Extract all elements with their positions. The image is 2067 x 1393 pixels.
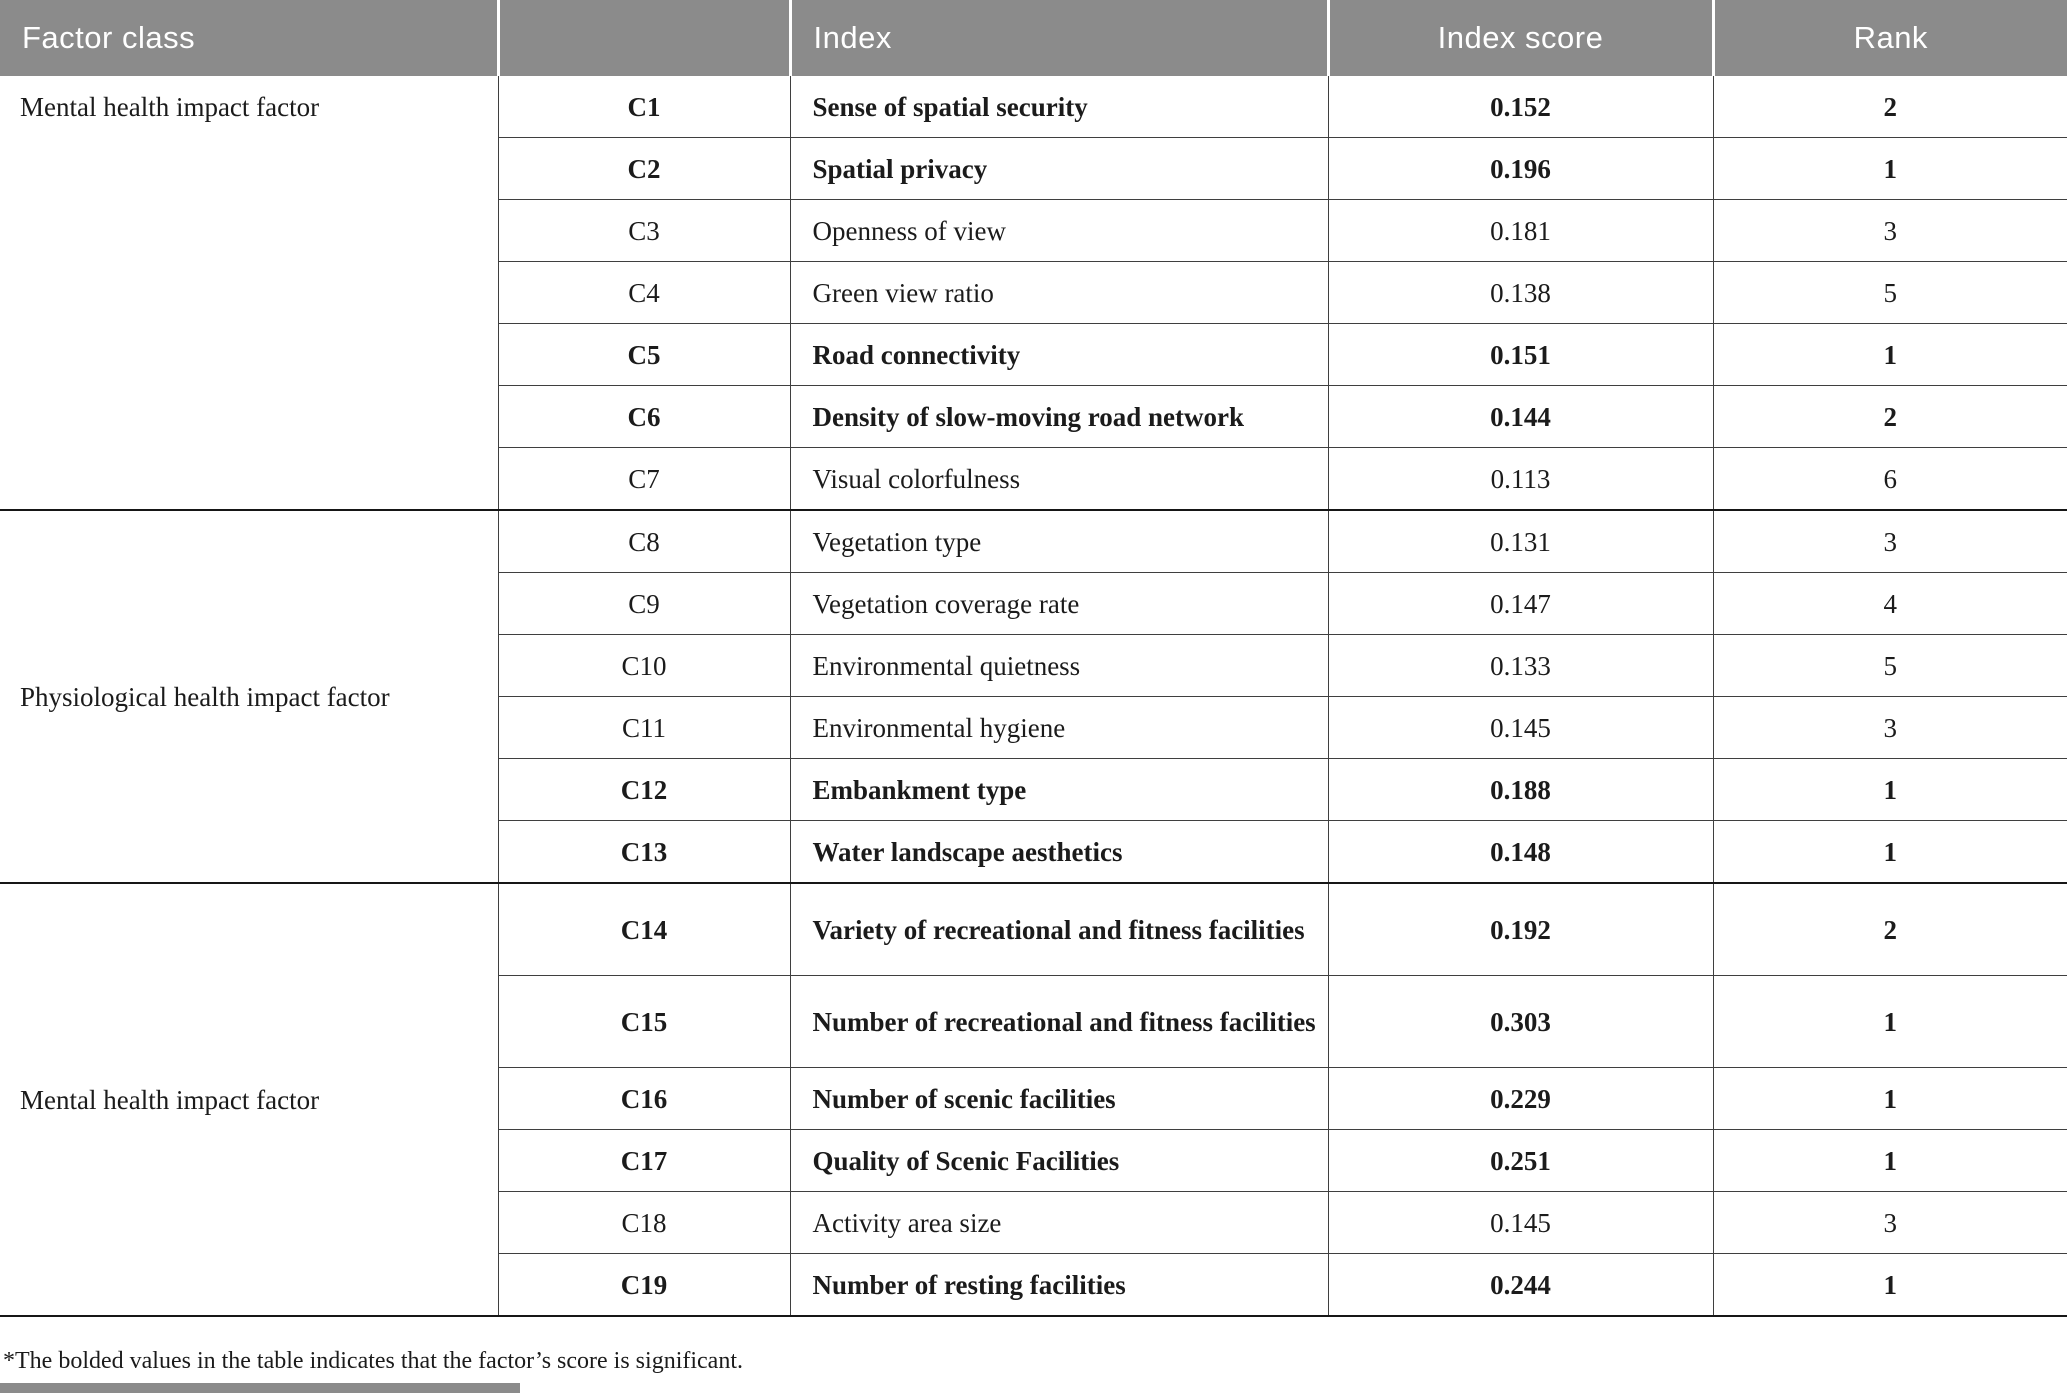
cell-index-score: 0.251 <box>1328 1130 1713 1192</box>
cell-index-score: 0.192 <box>1328 883 1713 976</box>
cell-index-score: 0.244 <box>1328 1254 1713 1317</box>
cell-index-code: C1 <box>498 76 790 138</box>
cell-factor-class: Mental health impact factor <box>0 76 498 510</box>
cell-index-score: 0.303 <box>1328 976 1713 1068</box>
cell-index-name: Variety of recreational and fitness facilities <box>790 883 1328 976</box>
cell-index-name: Green view ratio <box>790 262 1328 324</box>
cell-index-score: 0.196 <box>1328 138 1713 200</box>
cell-index-score: 0.145 <box>1328 697 1713 759</box>
cell-index-score: 0.188 <box>1328 759 1713 821</box>
cell-rank: 3 <box>1713 510 2067 573</box>
cell-index-score: 0.113 <box>1328 448 1713 511</box>
cell-index-name: Embankment type <box>790 759 1328 821</box>
cell-index-score: 0.144 <box>1328 386 1713 448</box>
cell-index-score: 0.147 <box>1328 573 1713 635</box>
cell-index-name: Vegetation coverage rate <box>790 573 1328 635</box>
cell-rank: 3 <box>1713 697 2067 759</box>
cell-index-code: C16 <box>498 1068 790 1130</box>
cell-rank: 1 <box>1713 138 2067 200</box>
cell-factor-class: Mental health impact factor <box>0 883 498 1316</box>
cell-index-score: 0.133 <box>1328 635 1713 697</box>
table-header <box>0 0 2067 76</box>
cell-index-name: Spatial privacy <box>790 138 1328 200</box>
cell-index-code: C4 <box>498 262 790 324</box>
cell-index-code: C10 <box>498 635 790 697</box>
cell-rank: 2 <box>1713 883 2067 976</box>
cell-index-code: C5 <box>498 324 790 386</box>
cell-index-name: Environmental quietness <box>790 635 1328 697</box>
cell-index-name: Vegetation type <box>790 510 1328 573</box>
cell-index-name: Openness of view <box>790 200 1328 262</box>
cell-index-name: Visual colorfulness <box>790 448 1328 511</box>
table-row <box>0 510 2067 573</box>
column-header-index-score: Index score <box>1328 0 1713 76</box>
next-table-header-sliver <box>0 1383 520 1393</box>
cell-index-name: Number of recreational and fitness facilities <box>790 976 1328 1068</box>
cell-index-name: Density of slow-moving road network <box>790 386 1328 448</box>
cell-index-name: Environmental hygiene <box>790 697 1328 759</box>
table-row <box>0 883 2067 976</box>
cell-rank: 1 <box>1713 759 2067 821</box>
cell-index-score: 0.229 <box>1328 1068 1713 1130</box>
column-header-rank: Rank <box>1713 0 2067 76</box>
cell-index-score: 0.151 <box>1328 324 1713 386</box>
cell-rank: 5 <box>1713 635 2067 697</box>
cell-index-score: 0.152 <box>1328 76 1713 138</box>
cell-index-code: C6 <box>498 386 790 448</box>
cell-index-code: C15 <box>498 976 790 1068</box>
cell-index-score: 0.181 <box>1328 200 1713 262</box>
cell-index-code: C7 <box>498 448 790 511</box>
cell-index-code: C3 <box>498 200 790 262</box>
cell-rank: 1 <box>1713 976 2067 1068</box>
column-header-code <box>498 0 790 76</box>
cell-index-code: C2 <box>498 138 790 200</box>
cell-rank: 2 <box>1713 76 2067 138</box>
cell-rank: 1 <box>1713 821 2067 884</box>
cell-factor-class: Physiological health impact factor <box>0 510 498 883</box>
cell-index-code: C9 <box>498 573 790 635</box>
cell-rank: 5 <box>1713 262 2067 324</box>
cell-index-code: C14 <box>498 883 790 976</box>
cell-index-name: Water landscape aesthetics <box>790 821 1328 884</box>
cell-index-name: Road connectivity <box>790 324 1328 386</box>
cell-index-code: C17 <box>498 1130 790 1192</box>
cell-rank: 1 <box>1713 1068 2067 1130</box>
cell-rank: 4 <box>1713 573 2067 635</box>
cell-index-name: Quality of Scenic Facilities <box>790 1130 1328 1192</box>
cell-rank: 2 <box>1713 386 2067 448</box>
cell-index-code: C13 <box>498 821 790 884</box>
table-footnote: *The bolded values in the table indicates that the factor’s score is significant. <box>3 1348 743 1374</box>
column-header-factor-class: Factor class <box>0 0 498 76</box>
cell-rank: 6 <box>1713 448 2067 511</box>
cell-index-name: Sense of spatial security <box>790 76 1328 138</box>
column-header-index: Index <box>790 0 1328 76</box>
cell-rank: 1 <box>1713 1254 2067 1317</box>
cell-rank: 3 <box>1713 200 2067 262</box>
cell-index-code: C11 <box>498 697 790 759</box>
cell-index-score: 0.138 <box>1328 262 1713 324</box>
cell-index-code: C8 <box>498 510 790 573</box>
cell-index-score: 0.131 <box>1328 510 1713 573</box>
cell-index-score: 0.145 <box>1328 1192 1713 1254</box>
cell-index-score: 0.148 <box>1328 821 1713 884</box>
cell-index-code: C18 <box>498 1192 790 1254</box>
table-row <box>0 76 2067 138</box>
cell-index-name: Activity area size <box>790 1192 1328 1254</box>
cell-index-name: Number of resting facilities <box>790 1254 1328 1317</box>
cell-index-code: C19 <box>498 1254 790 1317</box>
cell-index-name: Number of scenic facilities <box>790 1068 1328 1130</box>
cell-rank: 3 <box>1713 1192 2067 1254</box>
table-body <box>0 76 2067 1316</box>
cell-rank: 1 <box>1713 1130 2067 1192</box>
cell-rank: 1 <box>1713 324 2067 386</box>
cell-index-code: C12 <box>498 759 790 821</box>
